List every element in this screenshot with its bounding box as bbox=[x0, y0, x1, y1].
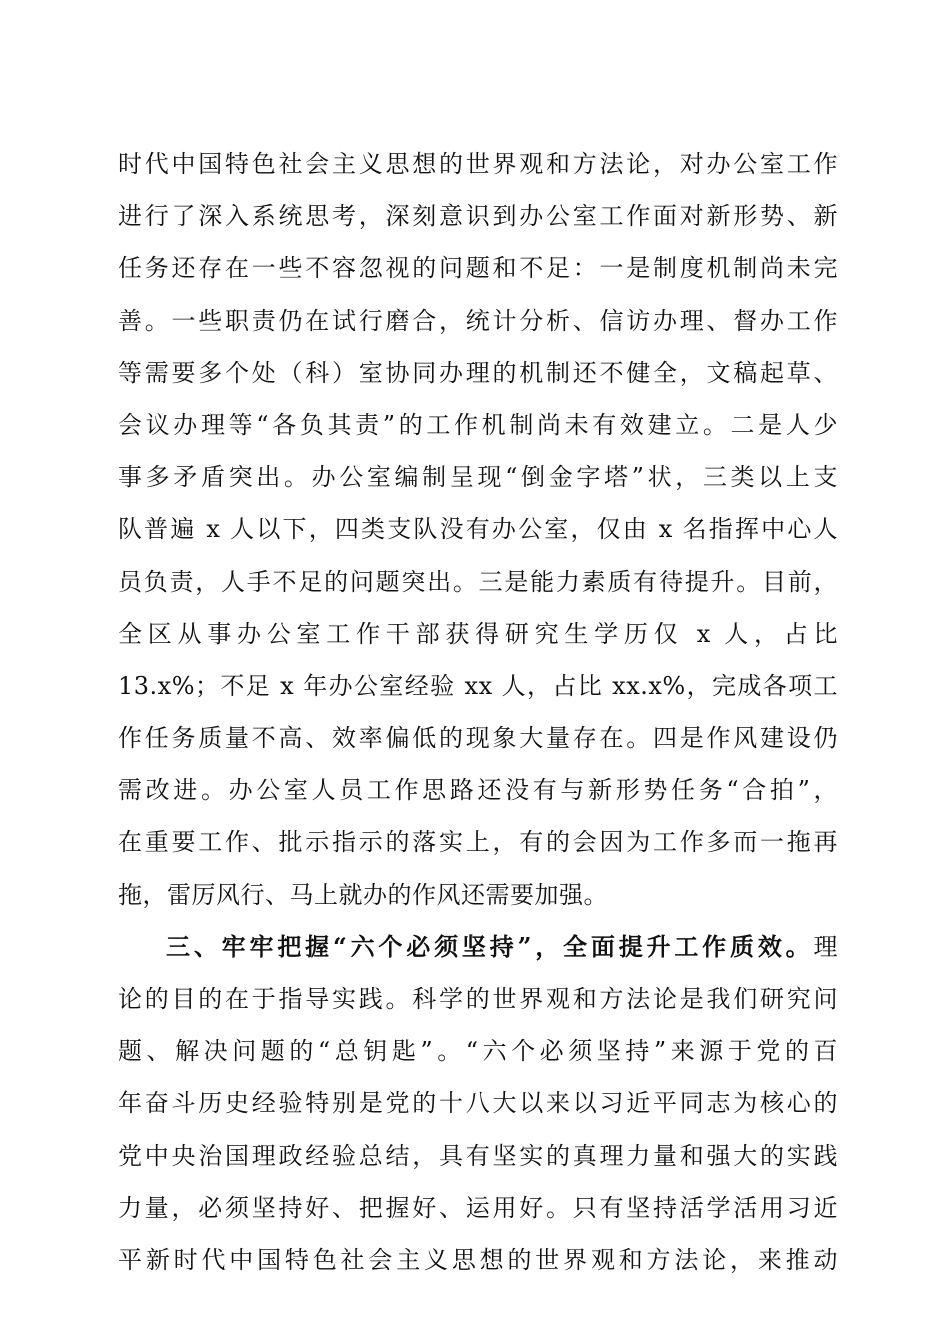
body-line: 题、解决问题的“总钥匙”。“六个必须坚持”来源于党的百 bbox=[118, 1037, 838, 1066]
body-line: 全区从事办公室工作干部获得研究生学历仅 x 人，占比 bbox=[118, 619, 838, 648]
body-line: 力量，必须坚持好、把握好、运用好。只有坚持活学活用习近 bbox=[118, 1193, 838, 1222]
body-line: 队普遍 x 人以下，四类支队没有办公室，仅由 x 名指挥中心人 bbox=[118, 515, 838, 544]
body-line: 事多矛盾突出。办公室编制呈现“倒金字塔”状，三类以上支 bbox=[118, 463, 838, 492]
section-heading: 三、牢牢把握“六个必须坚持”，全面提升工作质效。 bbox=[166, 931, 814, 961]
body-line: 平新时代中国特色社会主义思想的世界观和方法论，来推动 bbox=[118, 1245, 838, 1274]
body-line: 13.x%；不足 x 年办公室经验 xx 人，占比 xx.x%，完成各项工 bbox=[118, 671, 838, 700]
body-line: 需改进。办公室人员工作思路还没有与新形势任务“合拍”， bbox=[118, 776, 838, 805]
body-line: 拖，雷厉风行、马上就办的作风还需要加强。 bbox=[118, 880, 608, 909]
body-line: 员负责，人手不足的问题突出。三是能力素质有待提升。目前， bbox=[118, 567, 838, 596]
body-line: 作任务质量不高、效率偏低的现象大量存在。四是作风建设仍 bbox=[118, 724, 838, 753]
body-line: 等需要多个处（科）室协同办理的机制还不健全，文稿起草、 bbox=[118, 358, 838, 387]
body-line: 在重要工作、批示指示的落实上，有的会因为工作多而一拖再 bbox=[118, 828, 838, 857]
body-line: 任务还存在一些不容忽视的问题和不足：一是制度机制尚未完 bbox=[118, 254, 838, 283]
body-line: 进行了深入系统思考，深刻意识到办公室工作面对新形势、新 bbox=[118, 202, 838, 231]
body-line: 年奋斗历史经验特别是党的十八大以来以习近平同志为核心的 bbox=[118, 1089, 838, 1118]
heading-tail: 理 bbox=[813, 932, 838, 961]
body-line: 会议办理等“各负其责”的工作机制尚未有效建立。二是人少 bbox=[118, 410, 838, 439]
body-line: 善。一些职责仍在试行磨合，统计分析、信访办理、督办工作 bbox=[118, 306, 838, 335]
body-line: 论的目的在于指导实践。科学的世界观和方法论是我们研究问 bbox=[118, 985, 838, 1013]
document-body bbox=[118, 138, 838, 1286]
body-line: 党中央治国理政经验总结，具有坚实的真理力量和强大的实践 bbox=[118, 1141, 838, 1170]
section-heading-line bbox=[118, 921, 838, 973]
body-line: 时代中国特色社会主义思想的世界观和方法论，对办公室工作 bbox=[118, 150, 838, 178]
